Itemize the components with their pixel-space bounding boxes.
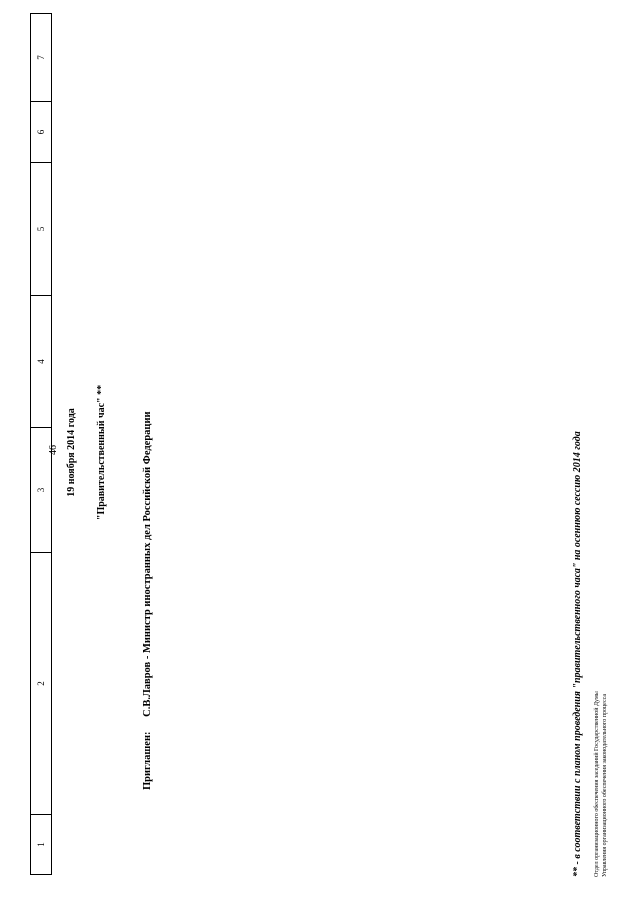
column-number-3: 3 <box>31 427 51 552</box>
invited-label: Приглашен: <box>142 731 153 790</box>
column-number-7: 7 <box>36 55 46 60</box>
department-line-2: Управления организационного обеспечения законодательного процесса <box>602 693 608 877</box>
column-number-2: 2 <box>31 552 51 814</box>
invited-line <box>142 411 153 790</box>
column-number-5: 5 <box>31 162 51 295</box>
column-number-4: 4 <box>31 295 51 427</box>
invited-person: С.В.Лавров - Министр иностранных дел Российской Федерации <box>142 411 153 717</box>
session-date: 19 ноября 2014 года <box>66 408 77 497</box>
section-title: "Правительственный час" ** <box>96 384 107 521</box>
column-number-1: 1 <box>31 814 51 874</box>
footnote: ** - в соответствии с планом проведения "правительственного часа" на осеннюю сессию 2014 года <box>572 431 583 877</box>
department-line-1: Отдел организационного обеспечения заседаний Государственной Думы <box>594 691 600 877</box>
page-number: 46 <box>48 445 59 455</box>
column-number-6: 6 <box>31 101 51 162</box>
